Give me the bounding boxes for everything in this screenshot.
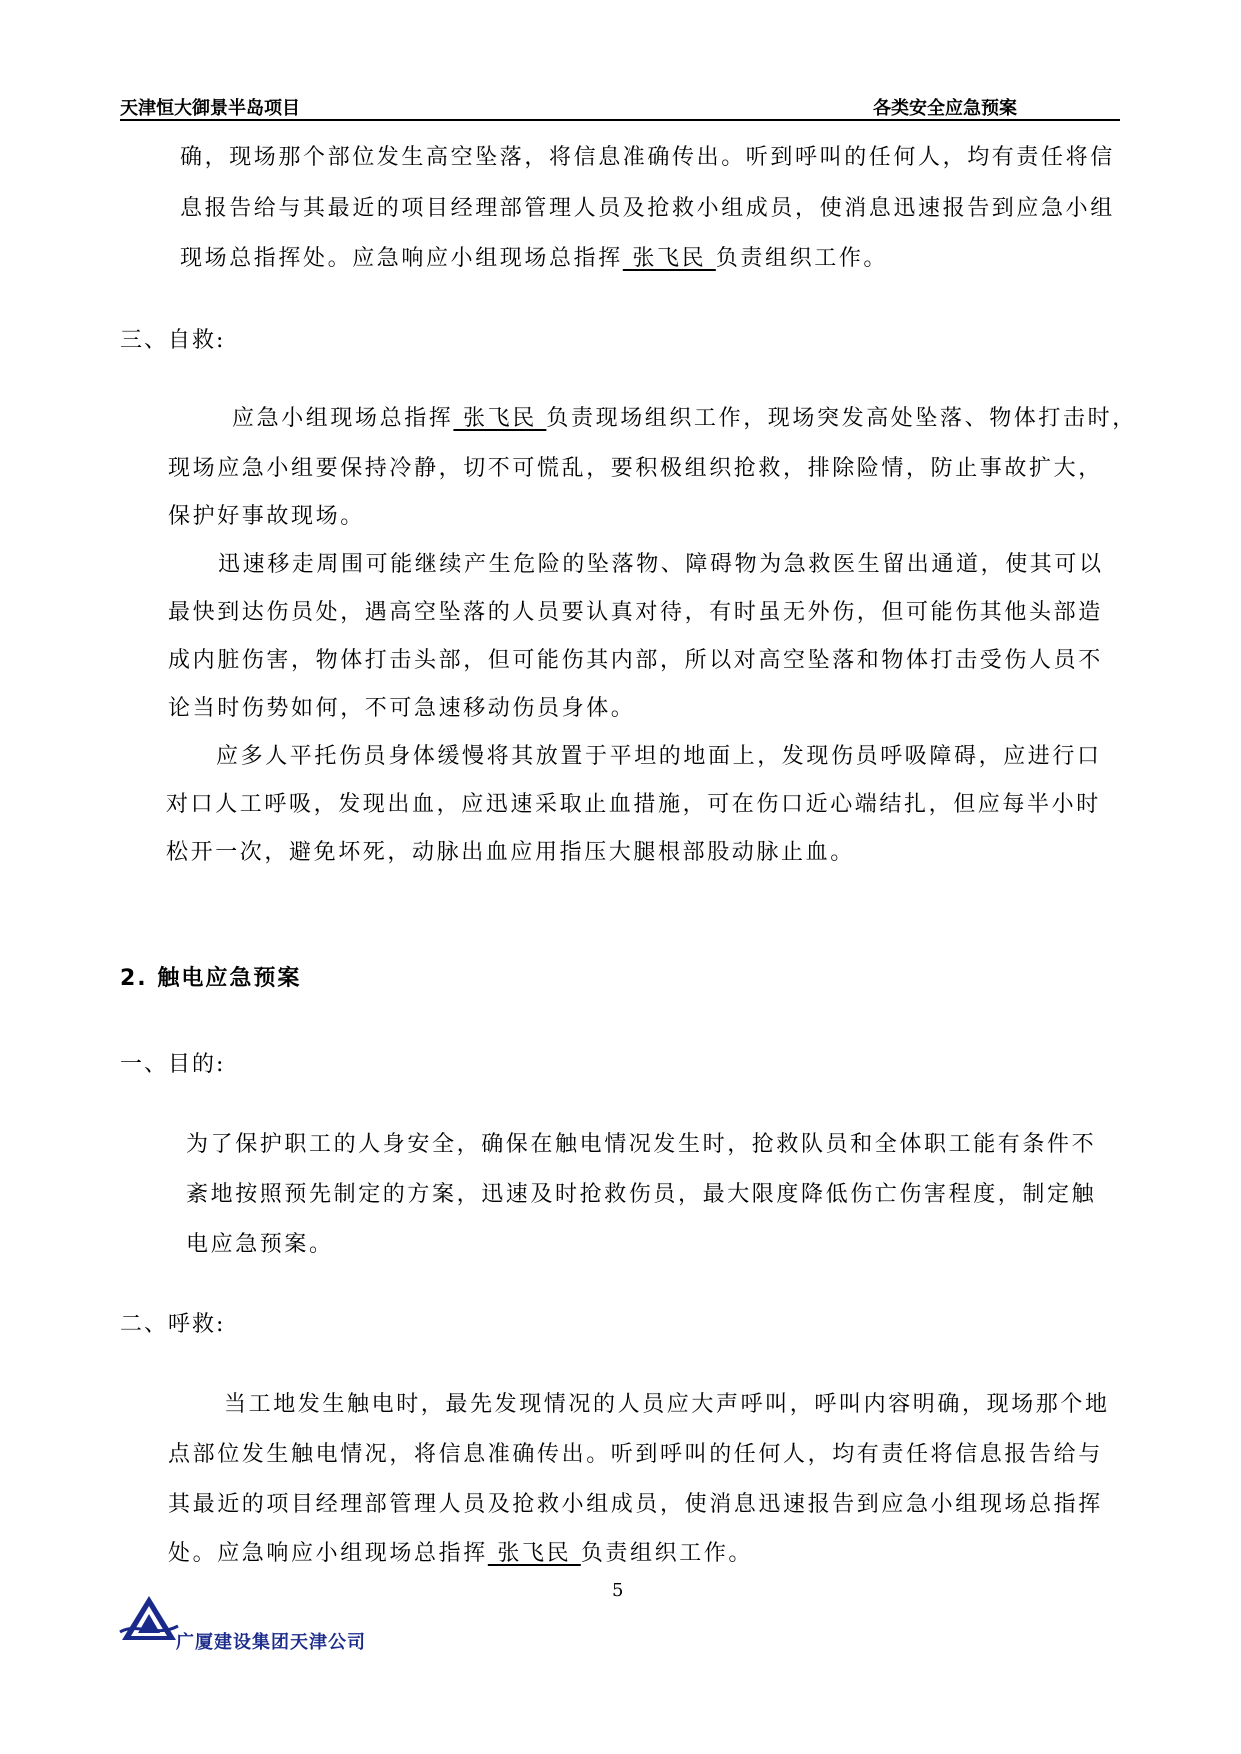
purpose-line-2: 紊地按照预先制定的方案，迅速及时抢救伤员，最大限度降低伤亡伤害程度，制定触: [186, 1182, 1097, 1207]
purpose-line-1: 为了保护职工的人身安全，确保在触电情况发生时，抢救队员和全体职工能有条件不: [186, 1132, 1097, 1157]
self-rescue-p2-line-2: 最快到达伤员处，遇高空坠落的人员要认真对待，有时虽无外伤，但可能伤其他头部造: [168, 600, 1103, 625]
self-rescue-p3-line-3: 松开一次，避免坏死，动脉出血应用指压大腿根部股动脉止血。: [166, 840, 855, 865]
continued-line-3: [180, 244, 888, 274]
plan-title-electric-shock: 2. 触电应急预案: [120, 966, 302, 991]
continued-line-1: 确，现场那个部位发生高空坠落，将信息准确传出。听到呼叫的任何人，均有责任将信: [180, 145, 1115, 170]
header-project: 天津恒大御景半岛项目: [120, 98, 300, 119]
self-rescue-p2-line-4: 论当时伤势如何，不可急速移动伤员身体。: [168, 696, 636, 721]
self-rescue-p1-line-2: 现场应急小组要保持冷静，切不可慌乱，要积极组织抢救，排除险情，防止事故扩大，: [168, 456, 1103, 481]
self-rescue-p2-line-1: 迅速移走周围可能继续产生危险的坠落物、障碍物为急救医生留出通道，使其可以: [218, 552, 1104, 577]
commander-name: 张飞民: [453, 406, 547, 431]
header-document-title: 各类安全应急预案: [873, 98, 1017, 119]
call-line-3: 其最近的项目经理部管理人员及抢救小组成员，使消息迅速报告到应急小组现场总指挥: [168, 1492, 1103, 1517]
self-rescue-p2-line-3: 成内脏伤害，物体打击头部，但可能伤其内部，所以对高空坠落和物体打击受伤人员不: [168, 648, 1103, 673]
self-rescue-p1-prefix: 应急小组现场总指挥: [232, 406, 454, 431]
self-rescue-p1-line-1: [232, 404, 1137, 434]
self-rescue-p3-line-2: 对口人工呼吸，发现出血，应迅速采取止血措施，可在伤口近心端结扎，但应每半小时: [166, 792, 1101, 817]
continued-line-3-prefix: 现场总指挥处。应急响应小组现场总指挥: [180, 246, 623, 271]
commander-name: 张飞民: [487, 1541, 581, 1566]
self-rescue-p1-suffix: 负责现场组织工作，现场突发高处坠落、物体打击时，: [546, 406, 1137, 431]
footer-company-name: 广厦建设集团天津公司: [176, 1632, 366, 1653]
commander-name: 张飞民: [622, 246, 716, 271]
call-line-1: 当工地发生触电时，最先发现情况的人员应大声呼叫，呼叫内容明确，现场那个地: [224, 1392, 1110, 1417]
company-logo-icon: [118, 1592, 180, 1644]
header-rule: [120, 119, 1120, 121]
purpose-line-3: 电应急预案。: [186, 1232, 334, 1257]
call-line-4-prefix: 处。应急响应小组现场总指挥: [168, 1541, 488, 1566]
section-heading-self-rescue: 三、自救:: [120, 328, 226, 353]
continued-line-3-suffix: 负责组织工作。: [715, 246, 889, 271]
page-number: 5: [612, 1580, 624, 1601]
section-heading-purpose: 一、目的:: [120, 1052, 226, 1077]
call-line-4: [168, 1539, 753, 1569]
section-heading-call-for-help: 二、呼救:: [120, 1312, 226, 1337]
self-rescue-p3-line-1: 应多人平托伤员身体缓慢将其放置于平坦的地面上，发现伤员呼吸障碍，应进行口: [216, 744, 1102, 769]
call-line-4-suffix: 负责组织工作。: [580, 1541, 754, 1566]
continued-line-2: 息报告给与其最近的项目经理部管理人员及抢救小组成员，使消息迅速报告到应急小组: [180, 196, 1115, 221]
call-line-2: 点部位发生触电情况，将信息准确传出。听到呼叫的任何人，均有责任将信息报告给与: [168, 1442, 1103, 1467]
self-rescue-p1-line-3: 保护好事故现场。: [168, 504, 365, 529]
